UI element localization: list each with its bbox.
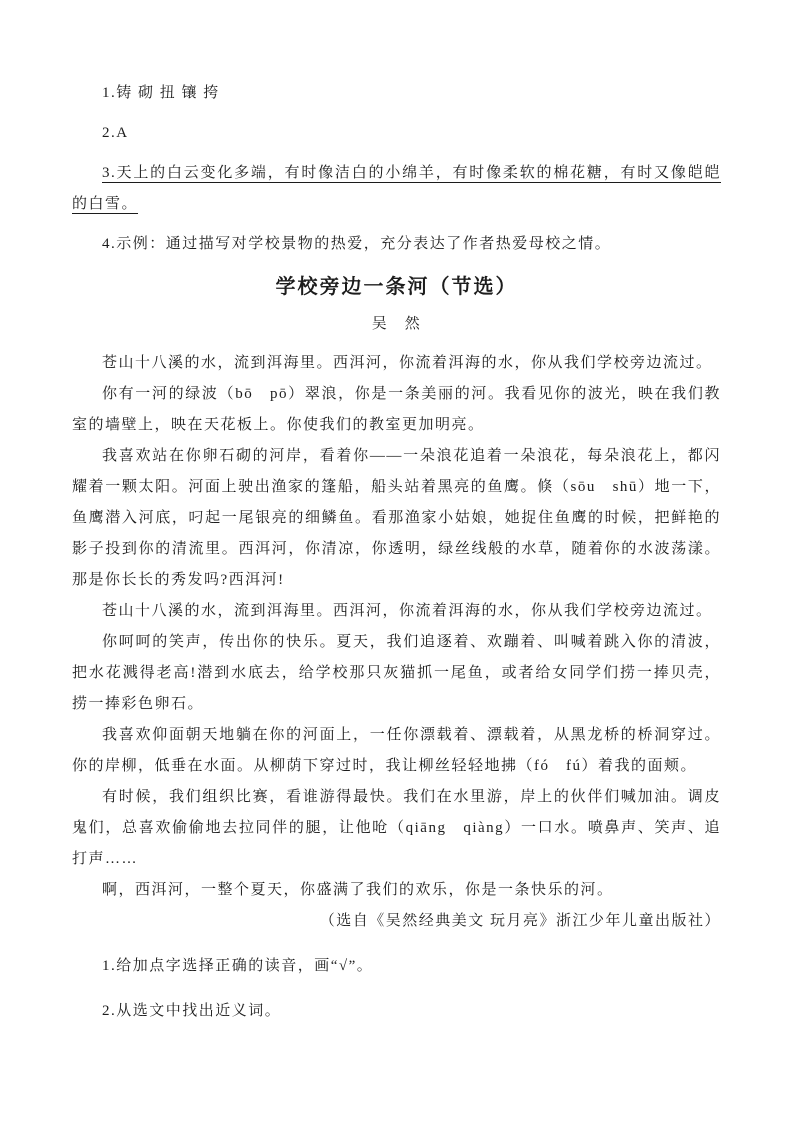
- question-item-2: 2.从选文中找出近义词。: [102, 1003, 282, 1019]
- passage-author: 吴 然: [371, 316, 422, 332]
- answer-item-2: 2.A: [102, 125, 129, 141]
- passage-paragraph: 你呵呵的笑声，传出你的快乐。夏天，我们追逐着、欢蹦着、叫喊着跳入你的清波，把水花溅得老高!潜到水底去，给学校那只灰猫抓一尾鱼，或者给女同学们捞一捧贝壳，捞一捧彩色卵石。: [72, 634, 721, 712]
- passage-body: [72, 348, 721, 906]
- passage-paragraph: 苍山十八溪的水，流到洱海里。西洱河，你流着洱海的水，你从我们学校旁边流过。: [102, 603, 713, 619]
- question-item-1: 1.给加点字选择正确的读音，画“√”。: [102, 958, 374, 974]
- answer-item-1: 1.铸 砌 扭 镶 挎: [102, 85, 220, 101]
- answer-item-4: 4.示例：通过描写对学校景物的热爱，充分表达了作者热爱母校之情。: [102, 236, 612, 252]
- passage-paragraph: 我喜欢站在你卵石砌的河岸，看着你——一朵浪花追着一朵浪花，每朵浪花上，都闪耀着一颗太阳。河面上驶出渔家的篷船，船头站着黑亮的鱼鹰。倏（sōu shū）地一下，鱼鹰潜入河底，叼起一尾银亮的细鳞鱼。看那渔家小姑娘，她捉住鱼鹰的时候，把鲜艳的影子投到你的清流里。西洱河，你清凉，你透明，绿丝线般的水草，随着你的水波荡漾。那是你长长的秀发吗?西洱河!: [72, 448, 721, 588]
- passage-paragraph: 我喜欢仰面朝天地躺在你的河面上，一任你漂载着、漂载着，从黑龙桥的桥洞穿过。你的岸柳，低垂在水面。从柳荫下穿过时，我让柳丝轻轻地拂（fó fú）着我的面颊。: [72, 727, 721, 774]
- passage-paragraph: 啊，西洱河，一整个夏天，你盛满了我们的欢乐，你是一条快乐的河。: [102, 882, 614, 898]
- passage-paragraph: 苍山十八溪的水，流到洱海里。西洱河，你流着洱海的水，你从我们学校旁边流过。: [102, 355, 713, 371]
- source-attribution: （选自《吴然经典美文 玩月亮》浙江少年儿童出版社）: [319, 913, 721, 929]
- passage-paragraph: 有时候，我们组织比赛，看谁游得最快。我们在水里游，岸上的伙伴们喊加油。调皮鬼们，总喜欢偷偷地去拉同伴的腿，让他呛（qiāng qiàng）一口水。喷鼻声、笑声、追打声……: [72, 789, 721, 867]
- underlined-answer-text: 3.天上的白云变化多端，有时像洁白的小绵羊，有时像柔软的棉花糖，有时又像皑皑的白雪。: [72, 165, 721, 212]
- question-section: [72, 951, 721, 1027]
- answer-section: [72, 78, 721, 260]
- passage-title: 学校旁边一条河（节选）: [275, 276, 518, 298]
- answer-item-3: [72, 158, 721, 220]
- passage-paragraph: 你有一河的绿波（bō pō）翠浪，你是一条美丽的河。我看见你的波光，映在我们教室的墙壁上，映在天花板上。你使我们的教室更加明亮。: [72, 386, 721, 433]
